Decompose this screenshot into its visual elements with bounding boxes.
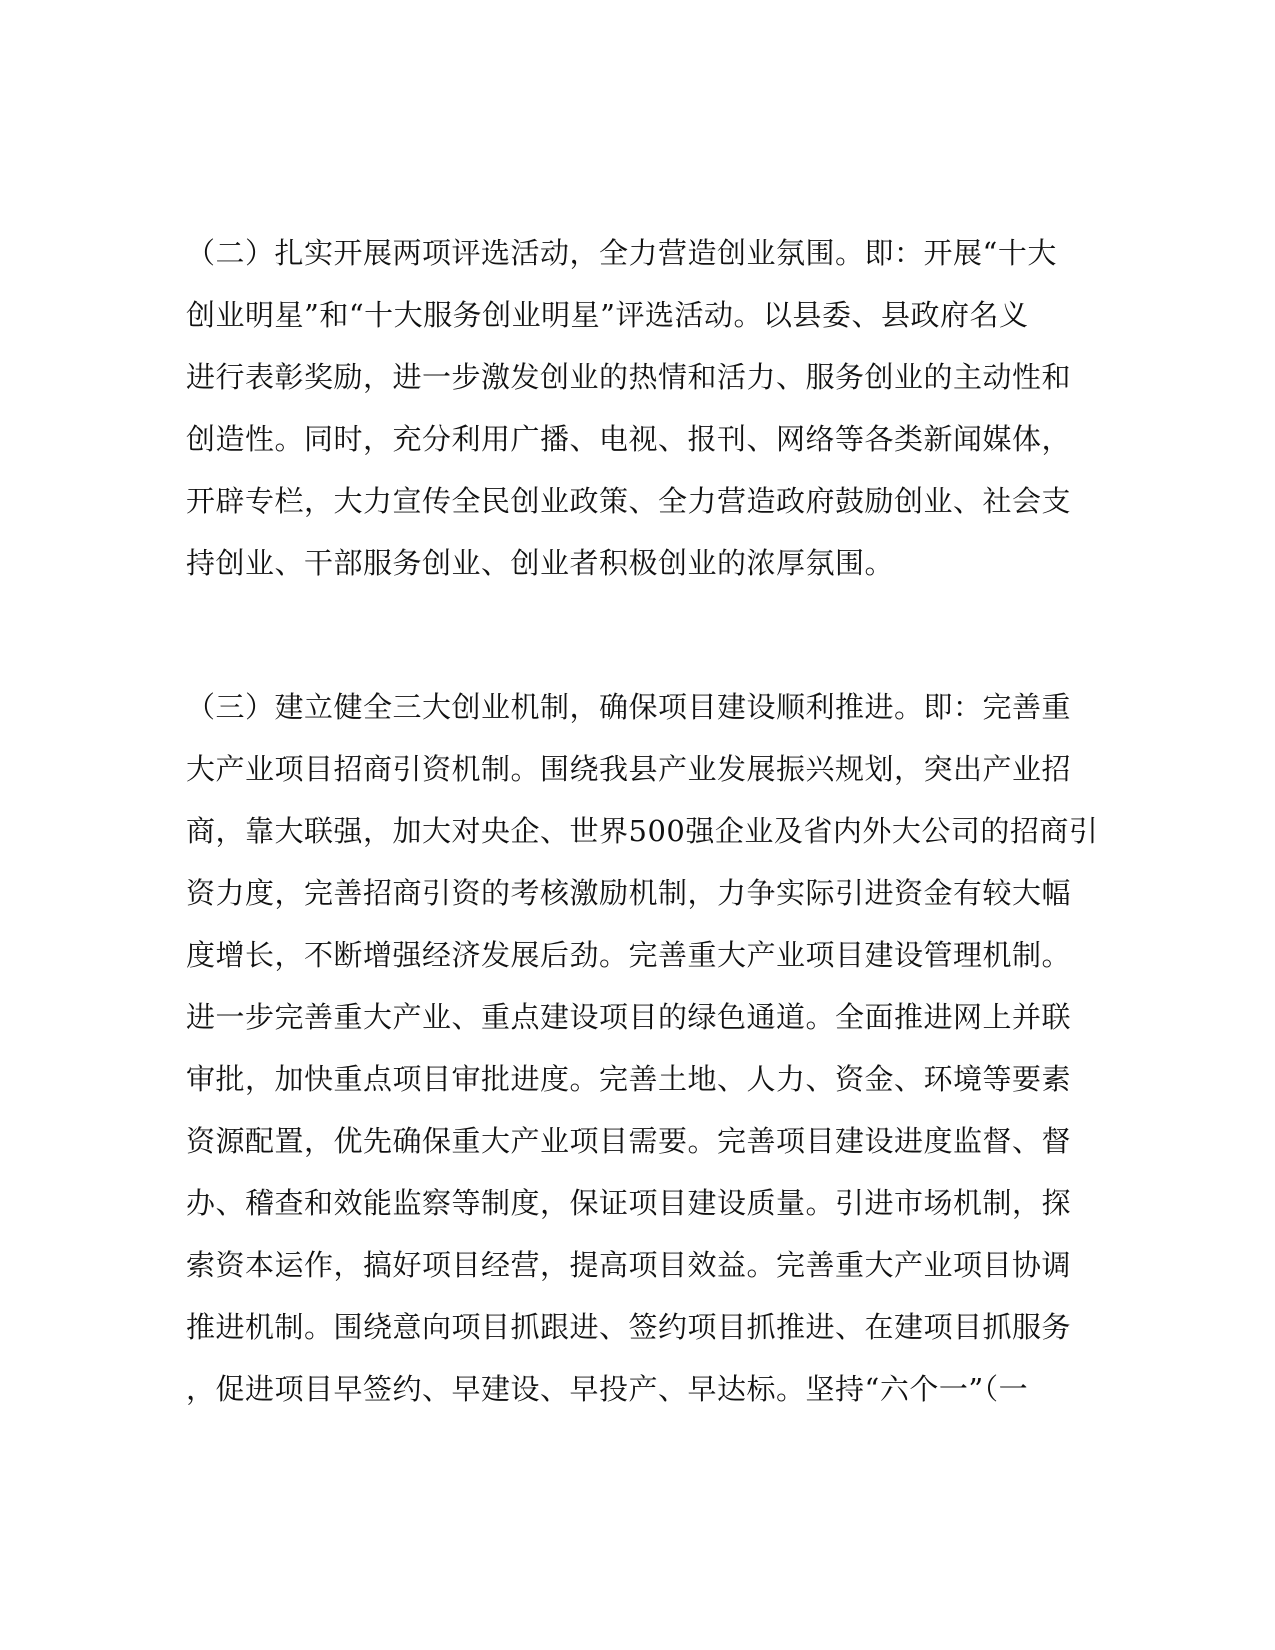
text-line: 持创业、干部服务创业、创业者积极创业的浓厚氛围。 [186, 546, 895, 580]
text-line: 进一步完善重大产业、重点建设项目的绿色通道。全面推进网上并联 [186, 1000, 1072, 1034]
text-line: 进行表彰奖励，进一步激发创业的热情和活力、服务创业的主动性和 [186, 360, 1072, 394]
text-line: 商，靠大联强，加大对央企、世界500强企业及省内外大公司的招商引 [186, 814, 1099, 848]
paragraph-section-3 [186, 676, 1099, 1420]
text-line: 审批，加快重点项目审批进度。完善土地、人力、资金、环境等要素 [186, 1062, 1072, 1096]
text-line: 索资本运作，搞好项目经营，提高项目效益。完善重大产业项目协调 [186, 1248, 1072, 1282]
text-line: ，促进项目早签约、早建设、早投产、早达标。坚持“六个一”（一 [186, 1372, 1029, 1406]
text-line: （二）扎实开展两项评选活动，全力营造创业氛围。即：开展“十大 [186, 236, 1057, 270]
paragraph-section-2 [186, 222, 1086, 594]
text-line: 度增长，不断增强经济发展后劲。完善重大产业项目建设管理机制。 [186, 938, 1072, 972]
text-line: 资源配置，优先确保重大产业项目需要。完善项目建设进度监督、督 [186, 1124, 1072, 1158]
text-line: （三）建立健全三大创业机制，确保项目建设顺利推进。即：完善重 [186, 690, 1072, 724]
text-line: 办、稽查和效能监察等制度，保证项目建设质量。引进市场机制，探 [186, 1186, 1072, 1220]
text-line: 创造性。同时，充分利用广播、电视、报刊、网络等各类新闻媒体， [186, 422, 1072, 456]
text-line: 创业明星”和“十大服务创业明星”评选活动。以县委、县政府名义 [186, 298, 1029, 332]
text-line: 大产业项目招商引资机制。围绕我县产业发展振兴规划，突出产业招 [186, 752, 1072, 786]
text-line: 推进机制。围绕意向项目抓跟进、签约项目抓推进、在建项目抓服务 [186, 1310, 1072, 1344]
text-line: 开辟专栏，大力宣传全民创业政策、全力营造政府鼓励创业、社会支 [186, 484, 1072, 518]
text-line: 资力度，完善招商引资的考核激励机制，力争实际引进资金有较大幅 [186, 876, 1072, 910]
